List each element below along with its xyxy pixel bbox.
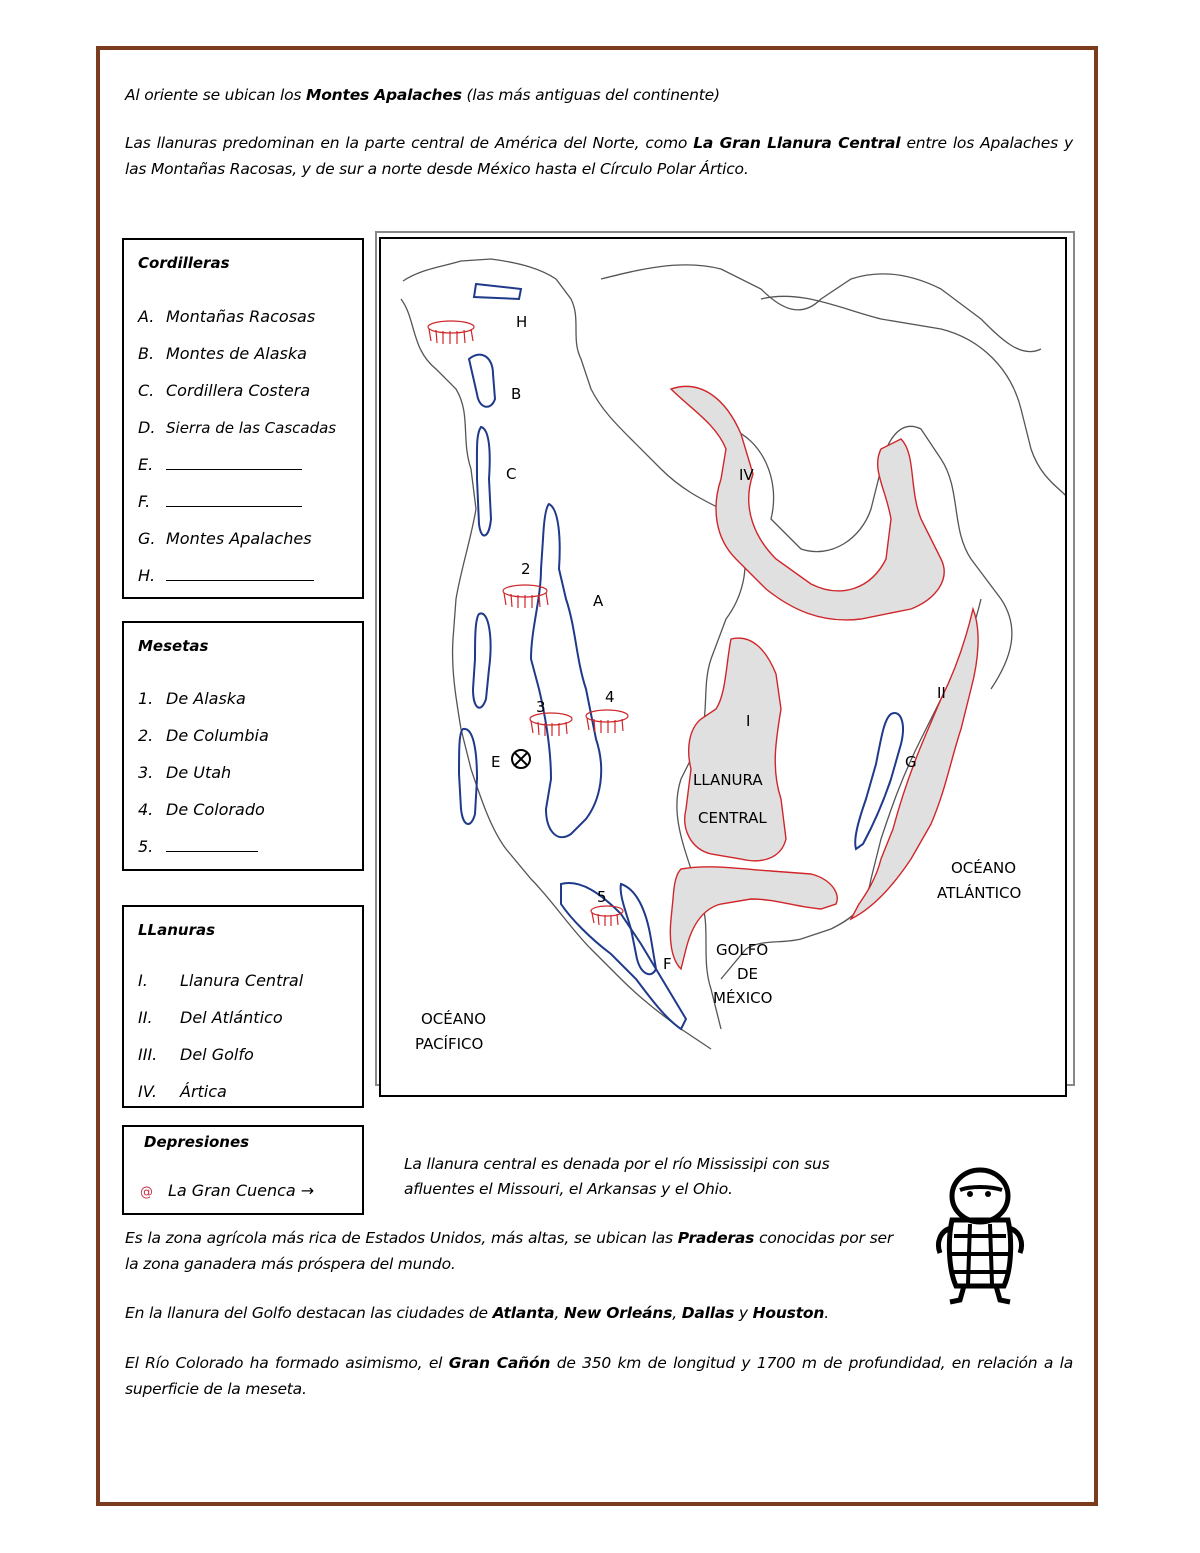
- agricola-paragraph: [125, 1225, 893, 1277]
- cordilleras-list: [138, 306, 336, 602]
- item-mark: 4.: [138, 800, 154, 819]
- range-sierra-nevada: [459, 729, 477, 824]
- mascot-icon: [930, 1158, 1030, 1308]
- colorado-b: de 350 km de longitud y 1700 m de profundidad, en relación a la superficie de la meseta.: [125, 1354, 1074, 1398]
- item-text: Montes de Alaska: [166, 344, 307, 363]
- fill-blank[interactable]: [166, 566, 314, 581]
- item-mark: IV.: [138, 1082, 157, 1101]
- golfo-pre: En la llanura del Golfo destacan las ciudades de: [125, 1304, 493, 1322]
- item-mark: A.: [138, 307, 155, 326]
- llanuras-list: [138, 970, 303, 1118]
- item-text: Montes Apalaches: [166, 529, 312, 548]
- map-label-5: 5: [597, 888, 607, 906]
- coast-greenland: [761, 296, 1067, 499]
- cordilleras-box: [122, 238, 364, 599]
- map-label-e: E: [491, 753, 501, 771]
- map-label-oceano-pac-2: PACÍFICO: [415, 1035, 484, 1053]
- llanuras-box: [122, 905, 364, 1108]
- golfo-sep: ,: [554, 1304, 564, 1322]
- map-label-2: 2: [521, 560, 531, 578]
- map-label-iv: IV: [739, 466, 754, 484]
- golfo-post: .: [824, 1304, 829, 1322]
- llanura-artica-region: [671, 386, 944, 620]
- map-label-g: G: [905, 753, 917, 771]
- map-label-i: I: [746, 712, 751, 730]
- item-mark: I.: [138, 971, 148, 990]
- item-text: Del Atlántico: [180, 1008, 283, 1027]
- intro-p2-bold: La Gran Llanura Central: [693, 134, 901, 152]
- city-houston: Houston: [752, 1304, 825, 1322]
- item-text: Cordillera Costera: [166, 381, 311, 400]
- list-item: [138, 565, 336, 602]
- item-mark: II.: [138, 1008, 153, 1027]
- golfo-sep: ,: [672, 1304, 682, 1322]
- list-item: [138, 1007, 303, 1044]
- item-mark: G.: [138, 529, 156, 548]
- colorado-paragraph: [125, 1350, 1073, 1402]
- plateau-markers: [428, 321, 628, 926]
- list-item: [138, 417, 336, 454]
- mesetas-box: [122, 621, 364, 871]
- list-item: [138, 380, 336, 417]
- intro-line-1-bold: Montes Apalaches: [305, 86, 462, 104]
- mississippi-line-2: afluentes el Missouri, el Arkansas y el Ohio.: [404, 1180, 733, 1198]
- map-label-h: H: [516, 313, 528, 331]
- llanuras-title: LLanuras: [138, 921, 216, 939]
- coast-arctic-islands: [601, 265, 1041, 352]
- intro-p2-b: entre los Apalaches y las Montañas Racosas, y de sur a norte desde México hasta el Círculo Polar Ártico.: [125, 134, 1074, 178]
- list-item: [138, 454, 336, 491]
- plateau-2: [503, 585, 548, 608]
- city-new-orleans: New Orleáns: [563, 1304, 673, 1322]
- item-text: Sierra de las Cascadas: [166, 419, 337, 437]
- agricola-bold: Praderas: [677, 1229, 755, 1247]
- item-mark: 5.: [138, 837, 154, 856]
- depresiones-item: [140, 1181, 314, 1200]
- cordilleras-title: Cordilleras: [138, 254, 230, 272]
- list-item: [138, 1081, 303, 1118]
- item-mark: D.: [138, 418, 156, 437]
- golfo-sep: y: [734, 1304, 753, 1322]
- list-item: [138, 491, 336, 528]
- bullet-icon: @: [140, 1185, 153, 1200]
- city-atlanta: Atlanta: [492, 1304, 555, 1322]
- map-label-golfo-1: GOLFO: [716, 941, 769, 959]
- map-label-4: 4: [605, 688, 615, 706]
- plateau-5: [591, 906, 623, 926]
- map-label-b: B: [511, 385, 522, 403]
- plateau-3: [530, 713, 572, 736]
- map-label-oceano-atl-1: OCÉANO: [951, 859, 1017, 877]
- item-mark: III.: [138, 1045, 158, 1064]
- llanura-central-region: [685, 638, 786, 861]
- list-item: [138, 688, 269, 725]
- colorado-a: El Río Colorado ha formado asimismo, el: [125, 1354, 449, 1372]
- fill-blank[interactable]: [166, 837, 258, 852]
- map-label-golfo-3: MÉXICO: [713, 989, 773, 1007]
- map-label-a: A: [593, 592, 604, 610]
- agricola-pre: Es la zona agrícola más rica de Estados Unidos, más altas, se ubican las: [125, 1229, 678, 1247]
- item-text: Montañas Racosas: [166, 307, 316, 326]
- fill-blank[interactable]: [166, 492, 302, 507]
- agricola-post: conocidas por ser la zona ganadera más próspera del mundo.: [125, 1229, 893, 1273]
- list-item: [138, 970, 303, 1007]
- map-label-ii: II: [937, 684, 946, 702]
- item-mark: 2.: [138, 726, 154, 745]
- mississippi-text: [404, 1152, 904, 1202]
- fill-blank[interactable]: [166, 455, 302, 470]
- map-label-llanura: LLANURA: [693, 771, 763, 789]
- list-item: [138, 306, 336, 343]
- range-a: [531, 504, 601, 837]
- plateau-1: [428, 321, 474, 344]
- great-basin-cross: [515, 753, 527, 765]
- map-label-golfo-2: DE: [737, 965, 759, 983]
- item-text: De Utah: [166, 763, 232, 782]
- depresiones-box: [122, 1125, 364, 1215]
- item-text: De Colorado: [166, 800, 265, 819]
- map-svg: [381, 239, 1067, 1097]
- intro-p2-a: Las llanuras predominan en la parte central de América del Norte, como: [125, 134, 694, 152]
- item-mark: C.: [138, 381, 155, 400]
- city-dallas: Dallas: [681, 1304, 735, 1322]
- map-north-america: [379, 237, 1067, 1097]
- item-mark: F.: [138, 492, 151, 511]
- map-label-oceano-atl-2: ATLÁNTICO: [937, 884, 1022, 902]
- plains-red-outlines: [670, 386, 978, 969]
- list-item: [138, 343, 336, 380]
- map-label-c: C: [506, 465, 517, 483]
- list-item: [138, 762, 269, 799]
- item-text: Ártica: [180, 1082, 227, 1101]
- range-d: [473, 613, 491, 707]
- mesetas-list: [138, 688, 269, 873]
- intro-paragraph-2: [125, 130, 1073, 182]
- item-text: Llanura Central: [180, 971, 304, 990]
- range-h: [474, 284, 521, 299]
- map-label-oceano-pac-1: OCÉANO: [421, 1010, 487, 1028]
- intro-line-1: [125, 82, 1075, 108]
- list-item: [138, 725, 269, 762]
- list-item: [138, 1044, 303, 1081]
- item-mark: E.: [138, 455, 154, 474]
- intro-line-1-pre: Al oriente se ubican los: [125, 86, 306, 104]
- intro-line-1-post: (las más antiguas del continente): [461, 86, 720, 104]
- list-item: [138, 528, 336, 565]
- list-item: [138, 836, 269, 873]
- range-b: [469, 355, 495, 407]
- item-mark: 1.: [138, 689, 154, 708]
- map-label-f: F: [663, 955, 672, 973]
- item-mark: B.: [138, 344, 155, 363]
- item-text: De Alaska: [166, 689, 246, 708]
- great-basin-marker: [512, 750, 530, 768]
- depresiones-title: Depresiones: [144, 1133, 250, 1151]
- range-c: [477, 427, 491, 535]
- item-mark: H.: [138, 566, 156, 585]
- colorado-bold: Gran Cañón: [448, 1354, 551, 1372]
- golfo-paragraph: [125, 1300, 1075, 1326]
- item-text: La Gran Cuenca →: [168, 1181, 315, 1200]
- list-item: [138, 799, 269, 836]
- map-label-central: CENTRAL: [698, 809, 767, 827]
- item-mark: 3.: [138, 763, 154, 782]
- map-label-3: 3: [536, 698, 546, 716]
- item-text: Del Golfo: [180, 1045, 254, 1064]
- mississippi-line-1: La llanura central es denada por el río Mississipi con sus: [404, 1155, 830, 1173]
- coast-pacific: [401, 299, 711, 1049]
- item-text: De Columbia: [166, 726, 269, 745]
- mesetas-title: Mesetas: [138, 637, 209, 655]
